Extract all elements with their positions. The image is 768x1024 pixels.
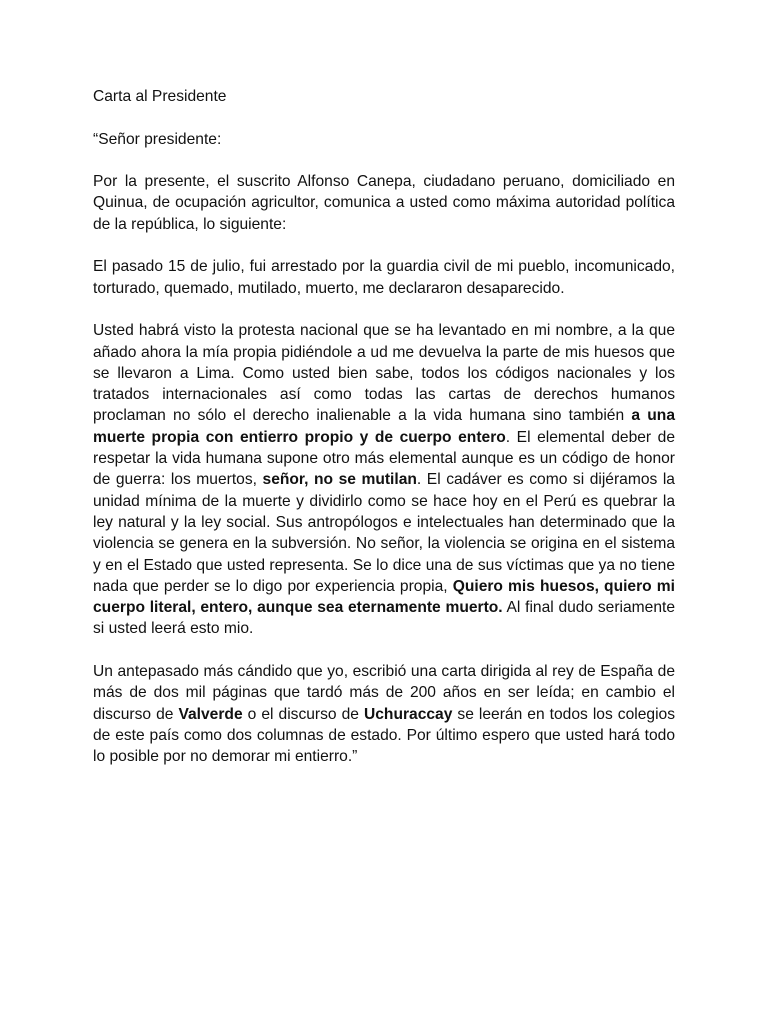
letter-salutation: “Señor presidente: [93,130,222,148]
text-run: Un antepasado más cándido que yo, escribió una carta dirigida al rey de España de más de dos mil páginas que tardó más de 200 años en ser leída; en cambio el discurso de [93,663,675,723]
text-run: Al final dudo seriamente si usted leerá esto mio. [93,599,675,638]
bold-text-run: Uchuraccay [363,705,453,723]
document-page [93,86,675,789]
bold-text-run: a una muerte propia con entierro propio y de cuerpo entero [93,407,675,446]
text-run: El pasado 15 de julio, fui arrestado por la guardia civil de mi pueblo, incomunicado, torturado, quemado, mutilado, muerto, me declararon desaparecido. [93,258,675,297]
letter-paragraph [93,661,675,767]
text-run: se leerán en todos los colegios de este país como dos columnas de estado. Por último espero que usted hará todo lo posible por no demorar mi entierro.” [93,705,676,766]
text-run: o el discurso de [242,705,364,723]
letter-paragraph [93,320,675,639]
letter-body [93,171,675,767]
document-title: Carta al Presidente [93,88,227,105]
bold-text-run: Valverde [178,705,243,723]
text-run: . El cadáver es como si dijéramos la unidad mínima de la muerte y dividirlo como se hace hoy en el Perú es quebrar la ley natural y la ley social. Sus antropólogos e intelectuales han determinado que la violencia se genera en la subversión. No señor, la violencia se origina en el sistema y en el Estado que usted representa. Se lo dice una de sus víctimas que ya no tiene nada que perder se lo digo por experiencia propia, [93,471,675,595]
letter-paragraph [93,171,675,235]
text-run: Por la presente, el suscrito Alfonso Canepa, ciudadano peruano, domiciliado en Quinua, de ocupación agricultor, comunica a usted como máxima autoridad política de la república, lo siguiente: [93,173,675,233]
bold-text-run: Quiero mis huesos, quiero mi cuerpo literal, entero, aunque sea eternamente muerto. [93,577,675,617]
text-run: Usted habrá visto la protesta nacional que se ha levantado en mi nombre, a la que añado ahora la mía propia pidiéndole a ud me devuelva la parte de mis huesos que se llevaron a Lima. Como usted bien sabe, todos los códigos nacionales y los tratados internacionales así como todas las cartas de derechos humanos proclaman no sólo el derecho inalienable a la vida humana sino también [93,322,675,425]
letter-paragraph [93,256,675,299]
text-run: . El elemental deber de respetar la vida humana supone otro más elemental aunque es un código de honor de guerra: los muertos, [93,428,676,489]
bold-text-run: señor, no se mutilan [262,471,417,489]
